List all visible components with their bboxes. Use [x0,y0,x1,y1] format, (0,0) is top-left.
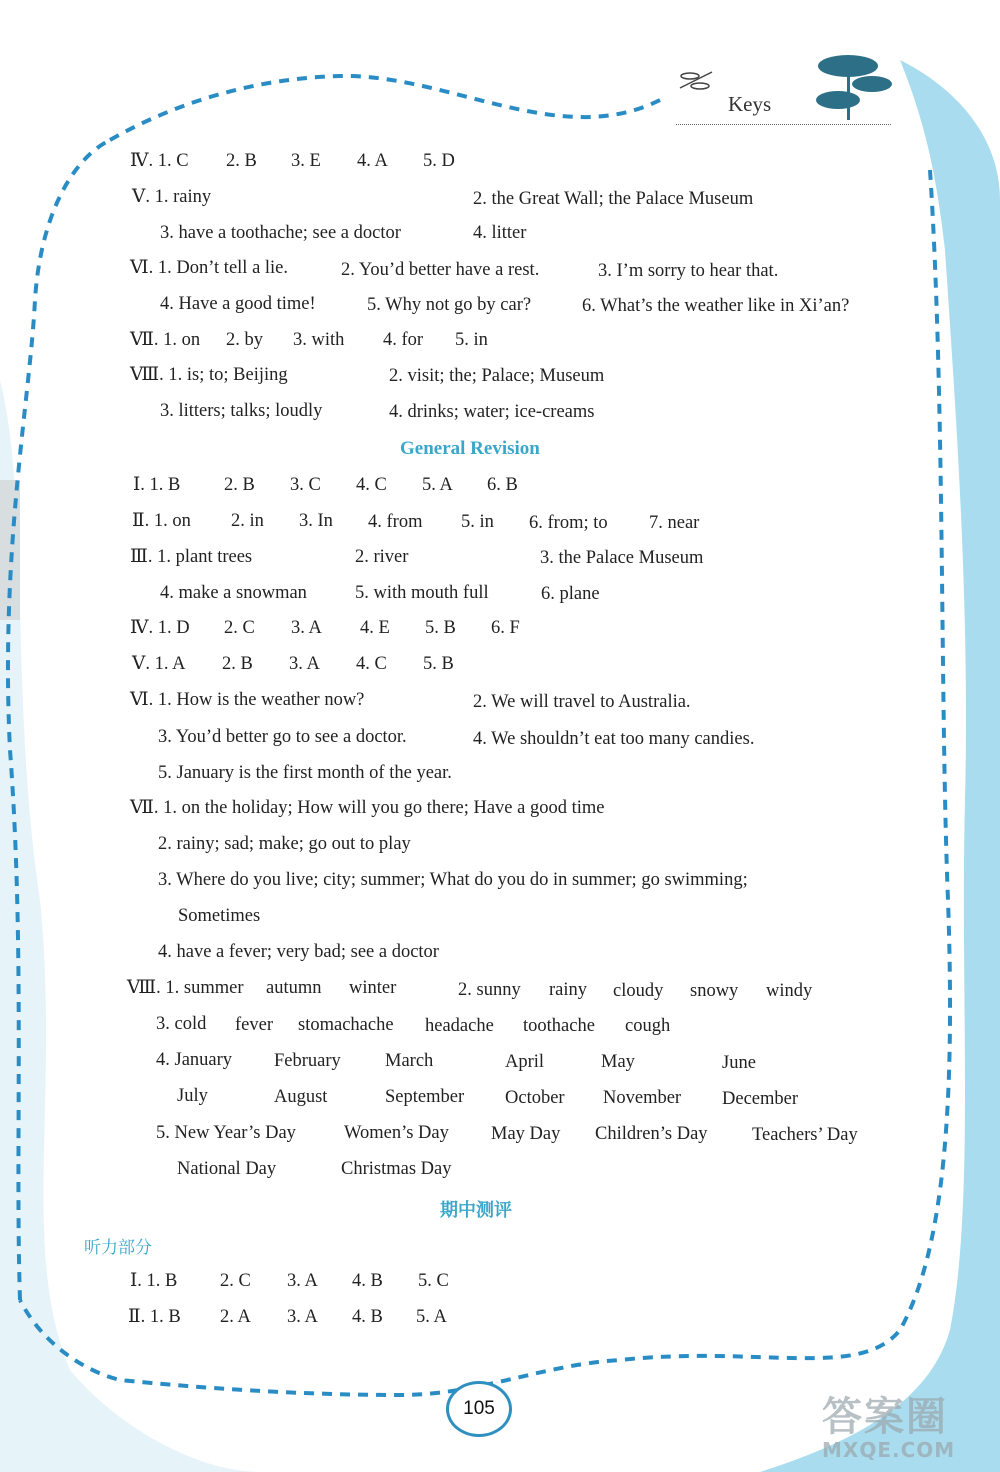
answer-item: Teachers’ Day [752,1125,858,1145]
answer-item: windy [766,981,813,1001]
answer-item: 5. Why not go by car? [367,295,532,315]
answer-item: 3. A [291,618,322,638]
answer-item: Ⅰ. 1. B [130,1271,178,1291]
answer-item: 5. C [418,1271,449,1291]
answer-item: 2. in [231,511,264,531]
answer-item: 2. sunny [458,980,521,1000]
answer-item: 4. litter [473,223,527,243]
answer-item: 4. We shouldn’t eat too many candies. [473,729,755,749]
answer-item: National Day [177,1159,277,1179]
answer-item: 2. B [224,475,255,495]
answer-item: 2. by [226,330,263,350]
blue-wave-right [760,60,1000,1472]
answer-item: Women’s Day [344,1123,449,1143]
answer-item: 3. A [289,654,320,674]
answer-item: 4. for [383,330,424,350]
answer-item: 4. Have a good time! [160,294,316,314]
section-title-listening: 听力部分 [84,1238,152,1258]
answer-item: headache [425,1016,494,1036]
answer-item: April [505,1052,545,1072]
answer-item: 3. In [299,511,333,531]
answer-item: Ⅵ. 1. Don’t tell a lie. [130,258,289,278]
answer-item: 5. A [422,475,453,495]
page-number: 105 [446,1381,512,1437]
answer-item: Ⅷ. 1. summer [127,978,244,998]
answer-item: 6. B [487,475,518,495]
answer-item: Ⅶ. 1. on the holiday; How will you go there; Have a good time [130,798,605,818]
answer-item: autumn [266,978,322,998]
answer-item: December [722,1089,799,1109]
section-title-general-revision: General Revision [400,438,540,459]
answer-item: 3. You’d better go to see a doctor. [158,727,407,747]
answer-item: 5. B [423,654,454,674]
answer-item: 4. A [357,151,388,171]
section-title-midterm: 期中测评 [440,1200,512,1221]
answer-item: 4. C [356,475,387,495]
answer-item: June [722,1053,756,1073]
answer-item: 4. B [352,1271,383,1291]
answer-item: 5. A [416,1307,447,1327]
answer-item: Sometimes [178,906,261,926]
answer-item: snowy [690,981,739,1001]
answer-item: 2. B [222,654,253,674]
answer-item: Ⅳ. 1. C [130,151,189,171]
answer-item: cough [625,1016,671,1036]
answer-item: 4. E [360,618,390,638]
answer-item: fever [235,1015,273,1035]
answer-item: 2. You’d better have a rest. [341,260,540,280]
answer-item: 4. from [368,512,423,532]
answer-item: Ⅰ. 1. B [133,475,181,495]
answer-item: 2. the Great Wall; the Palace Museum [473,189,754,209]
answer-item: 4. make a snowman [160,583,307,603]
dragonfly-icon [680,72,712,89]
answer-item: 3. litters; talks; loudly [160,401,323,421]
answer-item: March [385,1051,434,1071]
answer-item: Christmas Day [341,1159,452,1179]
answer-item: 3. C [290,475,321,495]
answer-item: Ⅷ. 1. is; to; Beijing [130,365,288,385]
answer-item: August [274,1087,328,1107]
lily-pad-icon [816,55,892,120]
answer-item: 2. We will travel to Australia. [473,692,691,712]
answer-item: 3. the Palace Museum [540,548,704,568]
answer-item: cloudy [613,981,664,1001]
watermark-logo-text: 答案圈 [822,1394,948,1440]
answer-item: Ⅵ. 1. How is the weather now? [130,690,365,710]
answer-item: Ⅱ. 1. on [132,511,191,531]
answer-item: 3. with [293,330,345,350]
answer-item: 2. rainy; sad; make; go out to play [158,834,411,854]
watermark [822,1385,955,1462]
answer-item: 4. have a fever; very bad; see a doctor [158,942,439,962]
answer-item: 6. What’s the weather like in Xi’an? [582,296,850,316]
answer-item: 4. C [356,654,387,674]
answer-item: May [601,1052,635,1072]
answer-item: 3. A [287,1307,318,1327]
answer-item: 5. in [455,330,488,350]
answer-item: 5. with mouth full [355,583,489,603]
answer-item: 5. D [423,151,455,171]
answer-item: 5. B [425,618,456,638]
answer-item: 3. E [291,151,321,171]
answer-item: 3. I’m sorry to hear that. [598,261,779,281]
answer-item: May Day [491,1124,561,1144]
answer-item: 6. from; to [529,513,608,533]
answer-item: 2. B [226,151,257,171]
answer-item: 2. visit; the; Palace; Museum [389,366,605,386]
answer-item: 4. January [156,1050,233,1070]
header-keys-label: Keys [728,92,772,116]
answer-item: October [505,1088,565,1108]
answer-item: 5. New Year’s Day [156,1123,296,1143]
answer-item: 2. river [355,547,409,567]
answer-item: July [177,1086,208,1106]
answer-item: 2. C [220,1271,251,1291]
answer-item: 4. B [352,1307,383,1327]
answer-item: 5. in [461,512,494,532]
answer-item: toothache [523,1016,595,1036]
answer-item: 3. Where do you live; city; summer; What do you do in summer; go swimming; [158,870,748,890]
answer-item: 2. A [220,1307,251,1327]
answer-item: 2. C [224,618,255,638]
answer-item: rainy [549,980,588,1000]
answer-item: 4. drinks; water; ice-creams [389,402,595,422]
answer-item: Ⅱ. 1. B [128,1307,181,1327]
watermark-url: MXQE.COM [822,1438,956,1462]
answer-item: 7. near [649,513,700,533]
answer-item: winter [349,978,397,998]
answer-item: 3. cold [156,1014,207,1034]
answer-item: February [274,1051,341,1071]
answer-item: stomachache [298,1015,394,1035]
answer-item: Ⅳ. 1. D [130,618,190,638]
answer-item: November [603,1088,682,1108]
header-rule [676,124,891,125]
answer-item: 6. plane [541,584,600,604]
answer-item: Ⅴ. 1. rainy [132,187,212,207]
answer-item: Children’s Day [595,1124,708,1144]
answer-item: Ⅲ. 1. plant trees [130,547,253,567]
answer-item: 3. A [287,1271,318,1291]
answer-item: September [385,1087,465,1107]
answer-item: 5. January is the first month of the year. [158,763,452,783]
answer-item: Ⅴ. 1. A [132,654,186,674]
answer-item: Ⅶ. 1. on [130,330,201,350]
answer-item: 6. F [491,618,520,638]
answer-item: 3. have a toothache; see a doctor [160,223,401,243]
